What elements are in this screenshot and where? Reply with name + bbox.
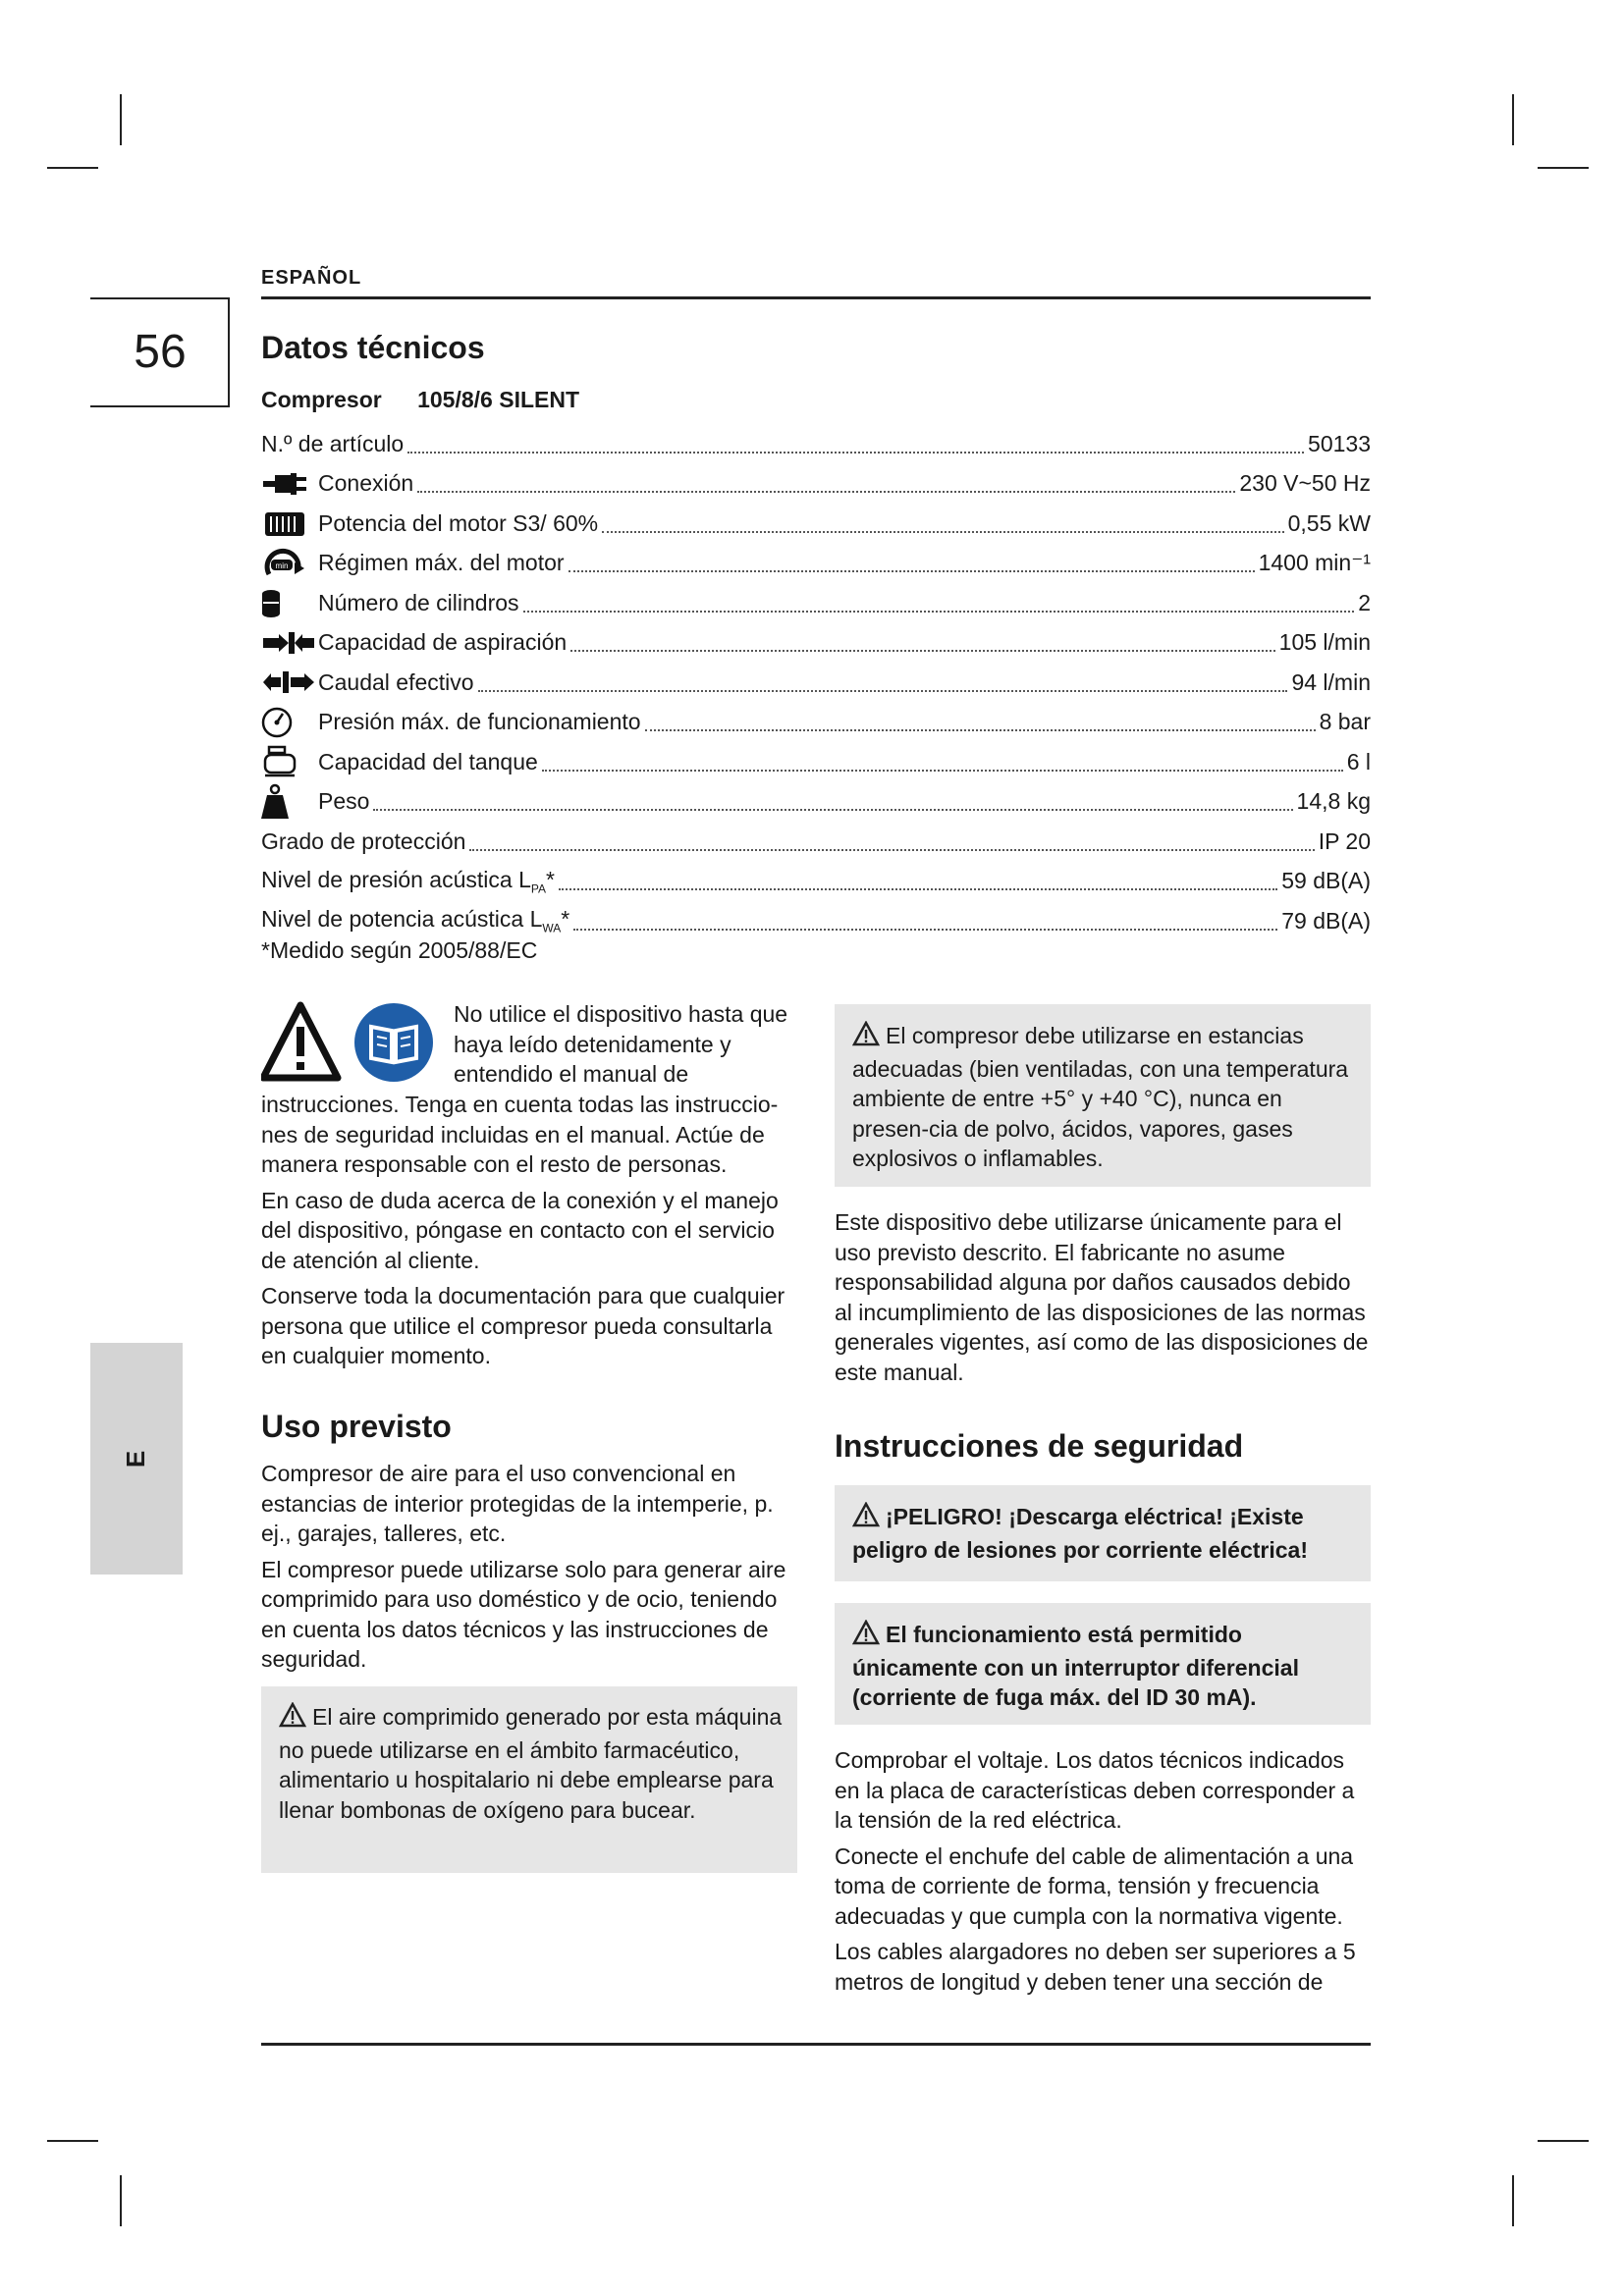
spec-row xyxy=(261,742,1371,782)
plug-icon xyxy=(261,467,318,501)
spec-row xyxy=(261,583,1371,623)
spec-value: 50133 xyxy=(1308,430,1371,456)
dot-leader xyxy=(373,808,1292,811)
motor-icon xyxy=(261,507,318,540)
dot-leader xyxy=(573,928,1277,931)
spec-value: 105 l/min xyxy=(1278,629,1371,656)
plug-text: Conecte el enchufe del cable de alimentación a una toma de corriente de forma, tensión y frecuencia adecuadas y que cumpla con la normativa vigente. xyxy=(835,1842,1354,1929)
intended-use-p2: El compresor puede utilizarse solo para generar aire comprimido para uso doméstico y de ocio, teniendo en cuenta los datos técnicos y las instrucciones de seguridad. xyxy=(261,1556,786,1672)
spec-label xyxy=(318,470,413,497)
use-liability-text xyxy=(835,1207,1371,1393)
warning-triangle-icon xyxy=(279,1702,306,1735)
environment-warning-text: El compresor debe utilizarse en estancias adecuadas (bien ventiladas, con una temperatura ambiente de entre +5° y +40 °C), nunca en presen-cia de polvo, ácidos, vapores, gases explosivos o inflamables. xyxy=(852,1023,1349,1171)
spec-label xyxy=(318,590,519,616)
tech-data-title: Datos técnicos xyxy=(261,330,485,365)
intro-text xyxy=(454,999,807,1090)
intro-line: haya leído detenidamente y xyxy=(454,1031,731,1057)
danger-warning-text: ¡PELIGRO! ¡Descarga eléctrica! ¡Existe peligro de lesiones por corriente eléctrica! xyxy=(852,1504,1308,1563)
spec-label xyxy=(318,788,369,815)
intro-line: No utilice el dispositivo hasta que xyxy=(454,1001,788,1027)
air-usage-warning-text: El aire comprimido generado por esta máquina no puede utilizarse en el ámbito farmacéutico, alimentario u hospitalario ni debe emplearse para llenar bombonas de oxígeno para bucear. xyxy=(279,1704,783,1823)
intro-warning-icons xyxy=(261,1001,438,1099)
weight-icon xyxy=(261,785,318,819)
spec-label xyxy=(261,828,465,855)
spec-row xyxy=(261,663,1371,703)
spec-label-text: Grado de protección xyxy=(261,828,466,854)
spec-label-text: Potencia del motor S3/ 60% xyxy=(318,509,599,536)
side-tab-letter-wrap xyxy=(90,1343,183,1575)
spec-row xyxy=(261,544,1371,584)
spec-label-text: Peso xyxy=(318,788,370,815)
warning-triangle-icon xyxy=(852,1021,880,1054)
spec-label xyxy=(318,669,474,696)
header-rule xyxy=(261,296,1371,299)
safety-title: Instrucciones de seguridad xyxy=(835,1428,1244,1464)
spec-value: 230 V~50 Hz xyxy=(1239,470,1371,497)
spec-label-footnote-mark: * xyxy=(546,866,555,892)
spec-label xyxy=(318,629,567,656)
intro-rest: instrucciones. Tenga en cuenta todas las instruccio-nes de seguridad incluidas en el manual. Actúe de manera responsable con el resto de personas. xyxy=(261,1092,779,1177)
spec-label-text: Conexión xyxy=(318,470,414,497)
spec-row xyxy=(261,901,1371,941)
spec-value: 1400 min⁻¹ xyxy=(1258,550,1371,576)
warning-triangle-icon xyxy=(263,1005,338,1078)
product-model: 105/8/6 SILENT xyxy=(417,387,580,412)
spec-label-text: Capacidad de aspiración xyxy=(318,629,568,656)
warning-triangle-icon xyxy=(852,1502,880,1535)
use-liability-paragraph: Este dispositivo debe utilizarse únicamente para el uso previsto descrito. El fabricante no asume responsabilidad alguna por daños causados debido al incumplimiento de las disposiciones de las normas generales vigentes, así como de las disposiciones de este manual. xyxy=(835,1209,1369,1385)
rcd-warning xyxy=(852,1620,1359,1713)
spec-label-text: Nivel de presión acústica L xyxy=(261,866,531,892)
spec-row xyxy=(261,703,1371,743)
spec-label-text: Presión máx. de funcionamiento xyxy=(318,709,641,735)
spec-value: 8 bar xyxy=(1319,709,1371,735)
spec-value: 14,8 kg xyxy=(1296,788,1371,815)
tank-icon xyxy=(261,745,318,778)
crop-mark xyxy=(1538,167,1589,169)
spec-label-text: Nivel de potencia acústica L xyxy=(261,906,543,933)
spec-value: 79 dB(A) xyxy=(1281,907,1371,934)
side-tab-letter: E xyxy=(121,1450,151,1468)
dot-leader xyxy=(568,569,1255,572)
dot-leader xyxy=(417,490,1235,493)
pressure-gauge-icon xyxy=(261,706,318,739)
spec-list xyxy=(261,424,1371,941)
spec-row xyxy=(261,623,1371,664)
footer-rule xyxy=(261,2043,1371,2046)
spec-row xyxy=(261,464,1371,505)
keep-docs-text: Conserve toda la documentación para que cualquier persona que utilice el compresor pueda consultarla en cualquier momento. xyxy=(261,1283,785,1368)
spec-value: 94 l/min xyxy=(1291,668,1371,695)
product-label: Compresor xyxy=(261,387,382,412)
language-label: ESPAÑOL xyxy=(261,267,362,289)
spec-label xyxy=(261,906,569,935)
doubt-text: En caso de duda acerca de la conexión y el manejo del dispositivo, póngase en contacto con el servicio de atención al cliente. xyxy=(261,1187,779,1273)
cables-text: Los cables alargadores no deben ser superiores a 5 metros de longitud y deben tener una sección de xyxy=(835,1939,1356,1995)
intro-continued xyxy=(261,1090,801,1377)
intro-line: entendido el manual de xyxy=(454,1061,689,1087)
dot-leader xyxy=(645,728,1316,731)
warning-triangle-icon xyxy=(852,1620,880,1653)
spec-row xyxy=(261,424,1371,464)
environment-warning xyxy=(852,1021,1359,1174)
dot-leader xyxy=(542,769,1343,772)
cylinder-icon xyxy=(261,586,318,619)
spec-value: 59 dB(A) xyxy=(1281,868,1371,894)
intended-use-title: Uso previsto xyxy=(261,1409,452,1444)
spec-label-subscript: WA xyxy=(542,922,562,936)
intake-icon xyxy=(261,626,318,660)
spec-label xyxy=(261,431,404,457)
spec-label-text: Número de cilindros xyxy=(318,589,519,615)
svg-text:min: min xyxy=(275,561,289,570)
dot-leader xyxy=(523,610,1355,613)
danger-warning xyxy=(852,1502,1359,1565)
spec-label-text: Régimen máx. del motor xyxy=(318,550,565,576)
dot-leader xyxy=(478,689,1288,692)
crop-mark xyxy=(1512,94,1514,145)
spec-label xyxy=(318,749,538,775)
spec-label-text: N.º de artículo xyxy=(261,430,405,456)
spec-label-subscript: PA xyxy=(530,881,546,896)
spec-value: 0,55 kW xyxy=(1287,509,1371,536)
dot-leader xyxy=(469,848,1314,851)
intended-use-text xyxy=(261,1459,801,1681)
dot-leader xyxy=(559,887,1277,890)
crop-mark xyxy=(120,94,122,145)
spec-row xyxy=(261,782,1371,823)
electrical-instructions xyxy=(835,1745,1371,2002)
product-subtitle xyxy=(261,387,579,413)
spec-label xyxy=(318,550,565,576)
crop-mark xyxy=(1538,2140,1589,2142)
spec-label xyxy=(318,510,598,537)
spec-row xyxy=(261,504,1371,544)
voltage-text: Comprobar el voltaje. Los datos técnicos indicados en la placa de características deben corresponder a la tensión de la red eléctrica. xyxy=(835,1747,1355,1833)
spec-label-text: Caudal efectivo xyxy=(318,668,474,695)
dot-leader xyxy=(602,530,1284,533)
output-icon xyxy=(261,666,318,699)
spec-value: 6 l xyxy=(1346,748,1371,774)
intended-use-p1: Compresor de aire para el uso convencional en estancias de interior protegidas de la intemperie, p. ej., garajes, talleres, etc. xyxy=(261,1461,774,1546)
crop-mark xyxy=(47,167,98,169)
page-number: 56 xyxy=(134,326,187,378)
spec-row xyxy=(261,822,1371,862)
spec-value: IP 20 xyxy=(1318,828,1371,854)
dot-leader xyxy=(570,649,1275,652)
crop-mark xyxy=(120,2175,122,2226)
spec-label xyxy=(261,867,555,896)
spec-row xyxy=(261,862,1371,902)
spec-footnote: *Medido según 2005/88/EC xyxy=(261,937,538,963)
read-manual-icon xyxy=(354,1003,433,1082)
air-usage-warning xyxy=(279,1702,785,1825)
rpm-icon xyxy=(261,547,318,580)
rcd-warning-text: El funcionamiento está permitido únicamente con un interruptor diferencial (corriente de fuga máx. del ID 30 mA). xyxy=(852,1622,1299,1710)
spec-label xyxy=(318,709,641,735)
crop-mark xyxy=(1512,2175,1514,2226)
crop-mark xyxy=(47,2140,98,2142)
spec-label-footnote-mark: * xyxy=(561,906,570,933)
spec-label-text: Capacidad del tanque xyxy=(318,748,538,774)
spec-value: 2 xyxy=(1358,589,1371,615)
dot-leader xyxy=(407,451,1304,454)
